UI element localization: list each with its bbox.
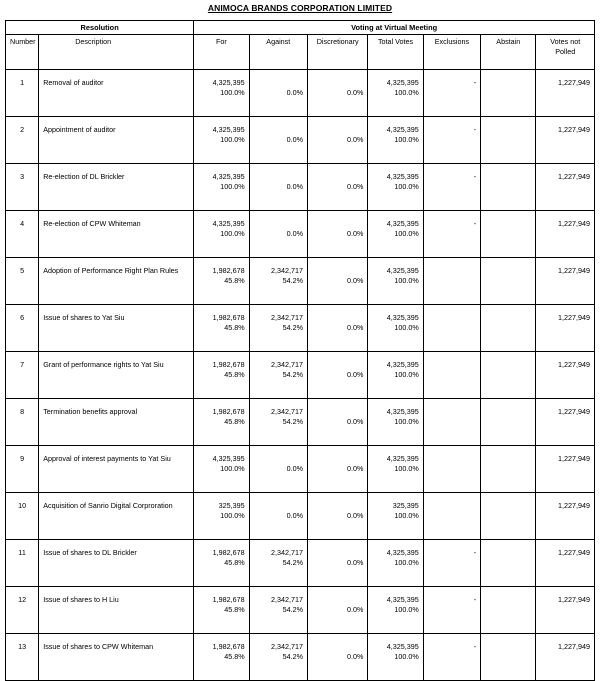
for-amount: 1,982,678 — [212, 407, 245, 416]
cell-against — [249, 211, 307, 258]
discretionary-percent: 0.0% — [346, 276, 364, 285]
cell-discretionary — [307, 587, 367, 634]
cell-discretionary — [307, 211, 367, 258]
for-percent: 100.0% — [220, 182, 245, 191]
against-percent: 0.0% — [286, 88, 303, 97]
column-header-discretionary: Discretionary — [307, 35, 367, 70]
discretionary-percent: 0.0% — [346, 229, 364, 238]
exclusions-value: - — [473, 219, 477, 228]
against-percent: 0.0% — [286, 135, 303, 144]
total-percent: 100.0% — [394, 417, 419, 426]
discretionary-percent: 0.0% — [346, 652, 364, 661]
cell-abstain — [481, 117, 536, 164]
for-amount: 4,325,395 — [212, 172, 245, 181]
total-amount: 4,325,395 — [386, 219, 419, 228]
discretionary-percent: 0.0% — [346, 88, 364, 97]
against-percent: 0.0% — [286, 511, 303, 520]
group-header-resolution: Resolution — [6, 21, 194, 35]
row-description: Appointment of auditor — [43, 125, 116, 134]
table-row — [6, 258, 595, 305]
column-header-number: Number — [6, 35, 39, 70]
cell-against — [249, 634, 307, 681]
cell-discretionary — [307, 399, 367, 446]
cell-description — [39, 164, 194, 211]
cell-total-votes — [368, 399, 423, 446]
cell-abstain — [481, 399, 536, 446]
row-number: 10 — [18, 501, 27, 510]
discretionary-percent: 0.0% — [346, 417, 364, 426]
cell-for — [194, 493, 249, 540]
against-amount: 2,342,717 — [271, 407, 303, 416]
cell-total-votes — [368, 587, 423, 634]
against-percent: 0.0% — [286, 229, 303, 238]
row-description: Re-election of CPW Whiteman — [43, 219, 141, 228]
cell-votes-not-polled — [536, 117, 595, 164]
row-description: Grant of performance rights to Yat Siu — [43, 360, 164, 369]
cell-discretionary — [307, 634, 367, 681]
cell-abstain — [481, 70, 536, 117]
cell-abstain — [481, 634, 536, 681]
table-row — [6, 587, 595, 634]
row-number: 12 — [18, 595, 27, 604]
cell-description — [39, 587, 194, 634]
table-row — [6, 540, 595, 587]
discretionary-percent: 0.0% — [346, 323, 364, 332]
against-amount: 2,342,717 — [271, 548, 303, 557]
total-amount: 325,395 — [392, 501, 419, 510]
cell-for — [194, 540, 249, 587]
cell-number — [6, 446, 39, 493]
total-amount: 4,325,395 — [386, 78, 419, 87]
row-number: 8 — [20, 407, 25, 416]
against-percent: 0.0% — [286, 182, 303, 191]
total-amount: 4,325,395 — [386, 125, 419, 134]
cell-total-votes — [368, 164, 423, 211]
column-header-votes-not-polled — [536, 35, 595, 70]
votes-not-polled-value: 1,227,949 — [558, 360, 590, 369]
cell-description — [39, 446, 194, 493]
cell-against — [249, 305, 307, 352]
row-description: Removal of auditor — [43, 78, 104, 87]
votes-not-polled-value: 1,227,949 — [558, 642, 590, 651]
row-number: 9 — [20, 454, 25, 463]
cell-abstain — [481, 164, 536, 211]
cell-abstain — [481, 305, 536, 352]
cell-exclusions — [423, 211, 480, 258]
table-row — [6, 399, 595, 446]
cell-description — [39, 70, 194, 117]
cell-for — [194, 352, 249, 399]
exclusions-value: - — [473, 172, 477, 181]
total-amount: 4,325,395 — [386, 454, 419, 463]
exclusions-value: - — [473, 642, 477, 651]
against-amount: 2,342,717 — [271, 266, 303, 275]
table-row — [6, 305, 595, 352]
votes-not-polled-value: 1,227,949 — [558, 548, 590, 557]
cell-against — [249, 352, 307, 399]
row-number: 11 — [18, 548, 26, 557]
column-header-votes-not-polled-line2: Polled — [555, 47, 576, 56]
total-percent: 100.0% — [394, 652, 419, 661]
cell-number — [6, 211, 39, 258]
cell-votes-not-polled — [536, 258, 595, 305]
for-amount: 1,982,678 — [212, 595, 245, 604]
column-header-for: For — [194, 35, 249, 70]
cell-discretionary — [307, 305, 367, 352]
for-percent: 45.8% — [224, 558, 245, 567]
cell-number — [6, 634, 39, 681]
cell-abstain — [481, 446, 536, 493]
cell-against — [249, 164, 307, 211]
against-percent: 0.0% — [286, 464, 303, 473]
against-percent: 54.2% — [282, 558, 303, 567]
exclusions-value: - — [473, 595, 477, 604]
total-amount: 4,325,395 — [386, 172, 419, 181]
cell-number — [6, 305, 39, 352]
total-amount: 4,325,395 — [386, 266, 419, 275]
for-amount: 4,325,395 — [212, 219, 245, 228]
votes-not-polled-value: 1,227,949 — [558, 313, 590, 322]
total-amount: 4,325,395 — [386, 642, 419, 651]
cell-description — [39, 211, 194, 258]
for-amount: 4,325,395 — [212, 454, 245, 463]
cell-number — [6, 399, 39, 446]
cell-for — [194, 70, 249, 117]
cell-total-votes — [368, 540, 423, 587]
row-description: Approval of interest payments to Yat Siu — [43, 454, 171, 463]
column-header-total-votes: Total Votes — [368, 35, 423, 70]
cell-exclusions — [423, 70, 480, 117]
discretionary-percent: 0.0% — [346, 558, 364, 567]
for-percent: 45.8% — [224, 417, 245, 426]
cell-exclusions — [423, 587, 480, 634]
cell-total-votes — [368, 211, 423, 258]
cell-votes-not-polled — [536, 305, 595, 352]
cell-number — [6, 352, 39, 399]
page-title: ANIMOCA BRANDS CORPORATION LIMITED — [207, 3, 393, 13]
for-percent: 100.0% — [220, 511, 245, 520]
against-percent: 54.2% — [282, 276, 303, 285]
for-percent: 100.0% — [220, 464, 245, 473]
column-header-votes-not-polled-line1: Votes not — [550, 37, 581, 46]
against-percent: 54.2% — [282, 323, 303, 332]
for-amount: 4,325,395 — [212, 78, 245, 87]
total-amount: 4,325,395 — [386, 313, 419, 322]
against-percent: 54.2% — [282, 605, 303, 614]
table-row — [6, 164, 595, 211]
cell-abstain — [481, 587, 536, 634]
row-number: 5 — [20, 266, 25, 275]
table-group-header-row — [6, 21, 595, 35]
votes-not-polled-value: 1,227,949 — [558, 266, 590, 275]
cell-description — [39, 258, 194, 305]
votes-not-polled-value: 1,227,949 — [558, 501, 590, 510]
column-header-against: Against — [249, 35, 307, 70]
cell-against — [249, 587, 307, 634]
for-percent: 45.8% — [224, 605, 245, 614]
total-percent: 100.0% — [394, 558, 419, 567]
cell-votes-not-polled — [536, 70, 595, 117]
cell-votes-not-polled — [536, 634, 595, 681]
row-description: Issue of shares to DL Brickler — [43, 548, 137, 557]
cell-discretionary — [307, 70, 367, 117]
cell-discretionary — [307, 352, 367, 399]
against-amount: 2,342,717 — [271, 313, 303, 322]
for-amount: 1,982,678 — [212, 548, 245, 557]
total-percent: 100.0% — [394, 88, 419, 97]
row-description: Issue of shares to H Liu — [43, 595, 119, 604]
cell-exclusions — [423, 352, 480, 399]
for-amount: 4,325,395 — [212, 125, 245, 134]
for-amount: 1,982,678 — [212, 313, 245, 322]
cell-total-votes — [368, 258, 423, 305]
cell-votes-not-polled — [536, 540, 595, 587]
total-amount: 4,325,395 — [386, 548, 419, 557]
exclusions-value: - — [473, 125, 477, 134]
discretionary-percent: 0.0% — [346, 135, 364, 144]
cell-against — [249, 117, 307, 164]
for-amount: 1,982,678 — [212, 360, 245, 369]
cell-against — [249, 540, 307, 587]
total-percent: 100.0% — [394, 276, 419, 285]
cell-against — [249, 70, 307, 117]
against-amount: 2,342,717 — [271, 360, 303, 369]
row-description: Issue of shares to Yat Siu — [43, 313, 125, 322]
document-page — [0, 3, 600, 661]
table-row — [6, 634, 595, 681]
cell-against — [249, 258, 307, 305]
cell-abstain — [481, 540, 536, 587]
against-amount: 2,342,717 — [271, 595, 303, 604]
table-row — [6, 117, 595, 164]
cell-total-votes — [368, 493, 423, 540]
cell-exclusions — [423, 117, 480, 164]
row-description: Termination benefits approval — [43, 407, 138, 416]
row-number: 3 — [20, 172, 25, 181]
table-row — [6, 493, 595, 540]
column-header-abstain: Abstain — [481, 35, 536, 70]
row-number: 2 — [20, 125, 25, 134]
cell-total-votes — [368, 352, 423, 399]
cell-abstain — [481, 258, 536, 305]
column-header-exclusions: Exclusions — [423, 35, 480, 70]
cell-total-votes — [368, 305, 423, 352]
exclusions-value: - — [473, 78, 477, 87]
discretionary-percent: 0.0% — [346, 370, 364, 379]
for-amount: 1,982,678 — [212, 266, 245, 275]
group-header-voting: Voting at Virtual Meeting — [194, 21, 595, 35]
cell-number — [6, 540, 39, 587]
cell-for — [194, 117, 249, 164]
cell-abstain — [481, 352, 536, 399]
discretionary-percent: 0.0% — [346, 511, 364, 520]
total-percent: 100.0% — [394, 511, 419, 520]
cell-for — [194, 164, 249, 211]
cell-discretionary — [307, 117, 367, 164]
table-row — [6, 70, 595, 117]
cell-votes-not-polled — [536, 211, 595, 258]
cell-description — [39, 399, 194, 446]
for-amount: 325,395 — [218, 501, 245, 510]
cell-description — [39, 352, 194, 399]
against-percent: 54.2% — [282, 652, 303, 661]
total-percent: 100.0% — [394, 464, 419, 473]
total-percent: 100.0% — [394, 370, 419, 379]
cell-for — [194, 305, 249, 352]
cell-description — [39, 493, 194, 540]
cell-for — [194, 446, 249, 493]
for-percent: 45.8% — [224, 652, 245, 661]
cell-exclusions — [423, 164, 480, 211]
row-number: 7 — [20, 360, 25, 369]
votes-not-polled-value: 1,227,949 — [558, 219, 590, 228]
cell-for — [194, 399, 249, 446]
voting-results-table — [5, 20, 595, 681]
cell-exclusions — [423, 305, 480, 352]
cell-votes-not-polled — [536, 399, 595, 446]
cell-against — [249, 399, 307, 446]
cell-total-votes — [368, 70, 423, 117]
total-percent: 100.0% — [394, 605, 419, 614]
cell-for — [194, 634, 249, 681]
cell-total-votes — [368, 117, 423, 164]
row-description: Issue of shares to CPW Whiteman — [43, 642, 154, 651]
votes-not-polled-value: 1,227,949 — [558, 407, 590, 416]
cell-discretionary — [307, 493, 367, 540]
cell-number — [6, 70, 39, 117]
cell-exclusions — [423, 399, 480, 446]
cell-description — [39, 634, 194, 681]
row-number: 1 — [20, 78, 25, 87]
cell-number — [6, 117, 39, 164]
table-row — [6, 446, 595, 493]
row-number: 4 — [20, 219, 25, 228]
cell-votes-not-polled — [536, 587, 595, 634]
row-description: Acquisition of Sanrio Digital Corproration — [43, 501, 173, 510]
cell-abstain — [481, 211, 536, 258]
cell-description — [39, 540, 194, 587]
votes-not-polled-value: 1,227,949 — [558, 454, 590, 463]
cell-against — [249, 493, 307, 540]
cell-for — [194, 587, 249, 634]
discretionary-percent: 0.0% — [346, 464, 364, 473]
cell-number — [6, 258, 39, 305]
total-amount: 4,325,395 — [386, 360, 419, 369]
cell-description — [39, 305, 194, 352]
cell-votes-not-polled — [536, 446, 595, 493]
total-amount: 4,325,395 — [386, 407, 419, 416]
cell-discretionary — [307, 446, 367, 493]
cell-exclusions — [423, 634, 480, 681]
votes-not-polled-value: 1,227,949 — [558, 172, 590, 181]
row-number: 6 — [20, 313, 25, 322]
table-row — [6, 352, 595, 399]
cell-number — [6, 164, 39, 211]
for-percent: 100.0% — [220, 88, 245, 97]
row-number: 13 — [18, 642, 27, 651]
total-percent: 100.0% — [394, 182, 419, 191]
against-percent: 54.2% — [282, 417, 303, 426]
discretionary-percent: 0.0% — [346, 605, 364, 614]
discretionary-percent: 0.0% — [346, 182, 364, 191]
against-percent: 54.2% — [282, 370, 303, 379]
cell-discretionary — [307, 258, 367, 305]
for-amount: 1,982,678 — [212, 642, 245, 651]
cell-number — [6, 493, 39, 540]
column-header-description: Description — [39, 35, 194, 70]
total-percent: 100.0% — [394, 135, 419, 144]
cell-exclusions — [423, 493, 480, 540]
votes-not-polled-value: 1,227,949 — [558, 125, 590, 134]
cell-discretionary — [307, 164, 367, 211]
cell-votes-not-polled — [536, 164, 595, 211]
total-percent: 100.0% — [394, 323, 419, 332]
cell-total-votes — [368, 634, 423, 681]
for-percent: 45.8% — [224, 370, 245, 379]
table-row — [6, 211, 595, 258]
for-percent: 45.8% — [224, 276, 245, 285]
cell-exclusions — [423, 258, 480, 305]
table-column-header-row — [6, 35, 595, 70]
total-percent: 100.0% — [394, 229, 419, 238]
row-description: Re-election of DL Brickler — [43, 172, 125, 181]
cell-against — [249, 446, 307, 493]
for-percent: 100.0% — [220, 229, 245, 238]
cell-exclusions — [423, 446, 480, 493]
cell-for — [194, 258, 249, 305]
for-percent: 45.8% — [224, 323, 245, 332]
cell-discretionary — [307, 540, 367, 587]
against-amount: 2,342,717 — [271, 642, 303, 651]
cell-votes-not-polled — [536, 352, 595, 399]
votes-not-polled-value: 1,227,949 — [558, 595, 590, 604]
cell-for — [194, 211, 249, 258]
cell-abstain — [481, 493, 536, 540]
votes-not-polled-value: 1,227,949 — [558, 78, 590, 87]
for-percent: 100.0% — [220, 135, 245, 144]
cell-votes-not-polled — [536, 493, 595, 540]
row-description: Adoption of Performance Right Plan Rules — [43, 266, 179, 275]
cell-number — [6, 587, 39, 634]
cell-exclusions — [423, 540, 480, 587]
table-header — [6, 21, 595, 70]
cell-description — [39, 117, 194, 164]
table-body — [6, 70, 595, 681]
cell-total-votes — [368, 446, 423, 493]
total-amount: 4,325,395 — [386, 595, 419, 604]
exclusions-value: - — [473, 548, 477, 557]
